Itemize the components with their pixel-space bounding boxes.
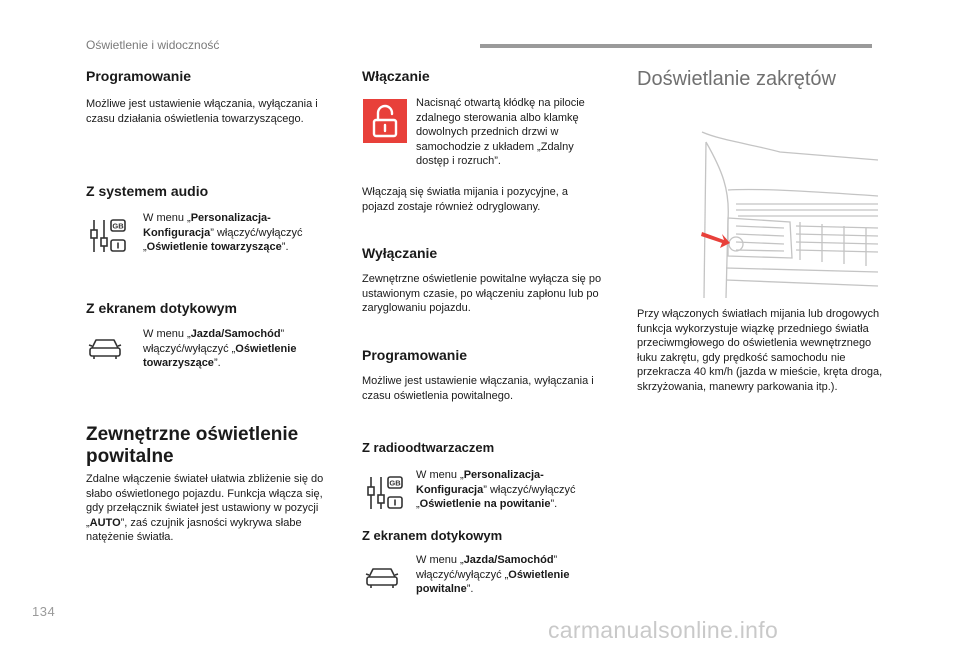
page-number: 134 — [32, 604, 56, 619]
text-audio-system: W menu „Personalizacja-Konfiguracja” włączyć/wyłączyć „Oświetlenie towarzyszące”. — [143, 212, 303, 253]
heading-programowanie: Programowanie — [86, 68, 192, 84]
heading-welcome-lighting: Zewnętrzne oświetlenie powitalne — [86, 424, 299, 467]
header-divider-bar — [480, 44, 872, 48]
text-cornering-lights: Przy włączonych światłach mijania lub drogowych funkcja wykorzystuje wiązkę przedniego światła przeciwmgłowego do oświetlenia wewnętrznego łuku zakrętu, gdy prędkość samochodu nie przekracza 40 km/h (jazda w mieście, kręta droga, skrzyżowania, manewry parkowania itp.). — [637, 308, 883, 393]
svg-text:GB: GB — [112, 221, 124, 231]
car-outline-icon — [365, 565, 399, 589]
settings-gb-icon — [365, 475, 405, 511]
unlock-padlock-icon — [363, 99, 407, 143]
text-touchscreen: W menu „Jazda/Samochód” włączyć/wyłączyć „Oświetlenie towarzyszące”. — [143, 328, 297, 369]
car-front-illustration — [700, 130, 880, 305]
text-touchscreen-2: W menu „Jazda/Samochód” włączyć/wyłączyć „Oświetlenie powitalne”. — [416, 554, 570, 595]
heading-audio-system: Z systemem audio — [86, 183, 209, 199]
text-programowanie-2: Możliwe jest ustawienie włączania, wyłączania i czasu oświetlenia powitalnego. — [362, 375, 594, 402]
heading-cornering-lights: Doświetlanie zakrętów — [637, 68, 836, 90]
svg-text:GB: GB — [389, 478, 401, 488]
text-welcome-lighting: Zdalne włączenie świateł ułatwia zbliżenie się do słabo oświetlonego pojazdu. Funkcja włącza się, gdy przełącznik świateł jest ustawiony w pozycji „AUTO”, zaś czujnik jasności wykrywa słabe natężenie światła. — [86, 473, 324, 543]
heading-wylaczanie: Wyłączanie — [362, 245, 438, 261]
settings-gb-icon — [88, 218, 128, 254]
text-wlaczanie-result: Włączają się światła mijania i pozycyjne, a pojazd zostaje również odryglowany. — [362, 186, 569, 213]
heading-wlaczanie: Włączanie — [362, 68, 430, 84]
car-outline-icon — [88, 336, 122, 360]
text-programowanie: Możliwe jest ustawienie włączania, wyłączania i czasu działania oświetlenia towarzyszącego. — [86, 98, 318, 125]
text-wlaczanie: Nacisnąć otwartą kłódkę na pilocie zdalnego sterowania albo klamkę dowolnych przednich drzwi w samochodzie z układem „Zdalny dostęp i rozruch”. — [416, 97, 585, 167]
watermark: carmanualsonline.info — [548, 617, 779, 643]
heading-touchscreen: Z ekranem dotykowym — [86, 300, 237, 316]
text-radio: W menu „Personalizacja-Konfiguracja” włączyć/wyłączyć „Oświetlenie na powitanie”. — [416, 469, 576, 510]
heading-radio: Z radioodtwarzaczem — [362, 440, 495, 455]
heading-programowanie-2: Programowanie — [362, 347, 468, 363]
heading-touchscreen-2: Z ekranem dotykowym — [362, 528, 503, 543]
running-header: Oświetlenie i widoczność — [86, 38, 220, 52]
text-wylaczanie: Zewnętrzne oświetlenie powitalne wyłącza się po ustawionym czasie, po włączeniu zapłonu lub po zaryglowaniu pojazdu. — [362, 273, 602, 314]
